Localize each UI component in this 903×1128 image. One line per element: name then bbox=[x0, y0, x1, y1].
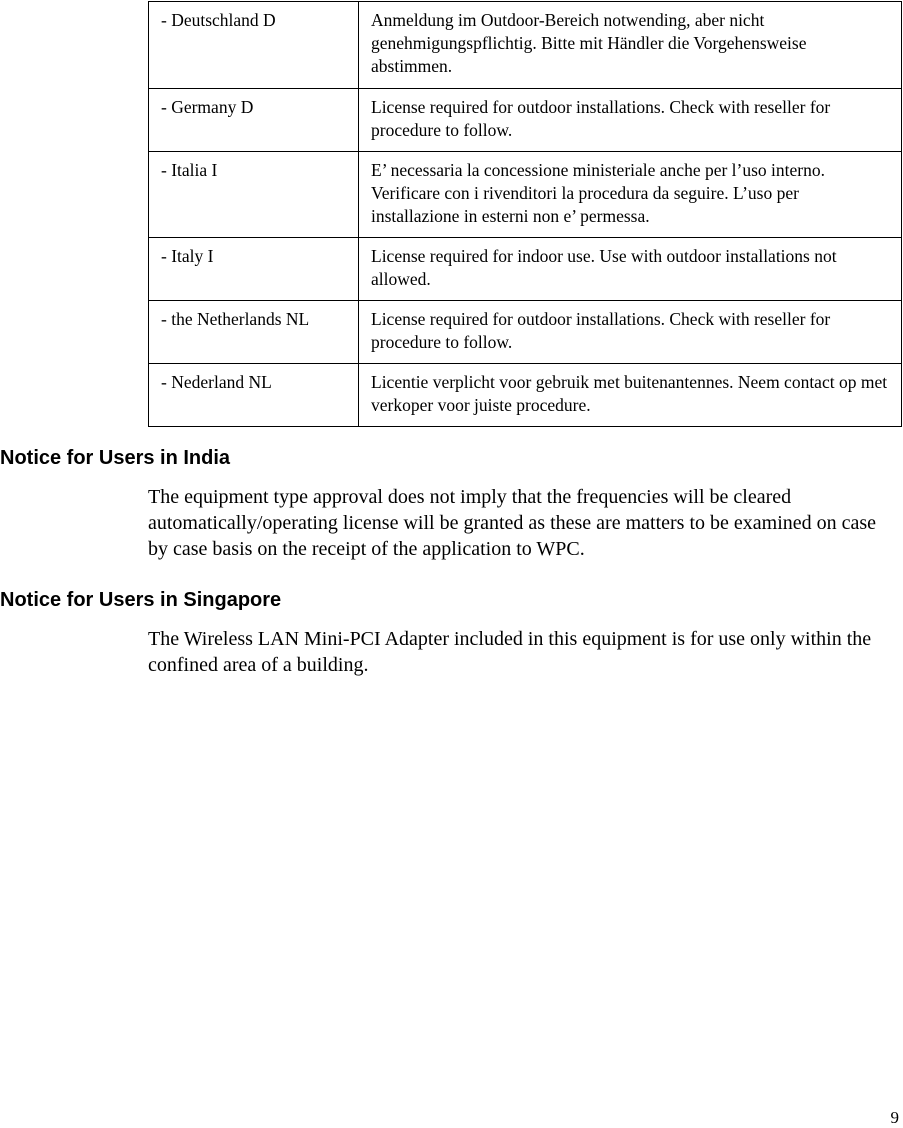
table-row bbox=[149, 2, 902, 89]
singapore-notice-body: The Wireless LAN Mini-PCI Adapter included in this equipment is for use only within the confined area of a building. bbox=[148, 628, 872, 676]
requirement-cell: E’ necessaria la concessione ministeriale anche per l’uso interno. Verificare con i rivenditori la procedura da seguire. L’uso per installazione in esterni non e’ permessa. bbox=[359, 152, 902, 238]
country-cell: - the Netherlands NL bbox=[149, 301, 359, 364]
india-notice-body: The equipment type approval does not imply that the frequencies will be cleared automatically/operating license will be granted as these are matters to be examined on case by case basis on the receipt of the application to WPC. bbox=[148, 486, 877, 560]
singapore-notice-heading: Notice for Users in Singapore bbox=[0, 589, 282, 611]
requirement-cell: Anmeldung im Outdoor-Bereich notwending, aber nicht genehmigungspflichtig. Bitte mit Händler die Vorgehensweise abstimmen. bbox=[359, 2, 902, 89]
country-cell: - Germany D bbox=[149, 89, 359, 152]
table-row bbox=[149, 301, 902, 364]
country-cell: - Italy I bbox=[149, 238, 359, 301]
requirement-cell: License required for outdoor installations. Check with reseller for procedure to follow. bbox=[359, 89, 902, 152]
india-notice-heading: Notice for Users in India bbox=[0, 447, 231, 469]
regulatory-table bbox=[148, 1, 902, 427]
table-row bbox=[149, 89, 902, 152]
table-row bbox=[149, 152, 902, 238]
page-number: 9 bbox=[890, 1108, 899, 1127]
table-row bbox=[149, 364, 902, 427]
requirement-cell: License required for outdoor installations. Check with reseller for procedure to follow. bbox=[359, 301, 902, 364]
requirement-cell: Licentie verplicht voor gebruik met buitenantennes. Neem contact op met verkoper voor juiste procedure. bbox=[359, 364, 902, 427]
country-cell: - Nederland NL bbox=[149, 364, 359, 427]
country-cell: - Deutschland D bbox=[149, 2, 359, 89]
country-cell: - Italia I bbox=[149, 152, 359, 238]
table-row bbox=[149, 238, 902, 301]
requirement-cell: License required for indoor use. Use with outdoor installations not allowed. bbox=[359, 238, 902, 301]
